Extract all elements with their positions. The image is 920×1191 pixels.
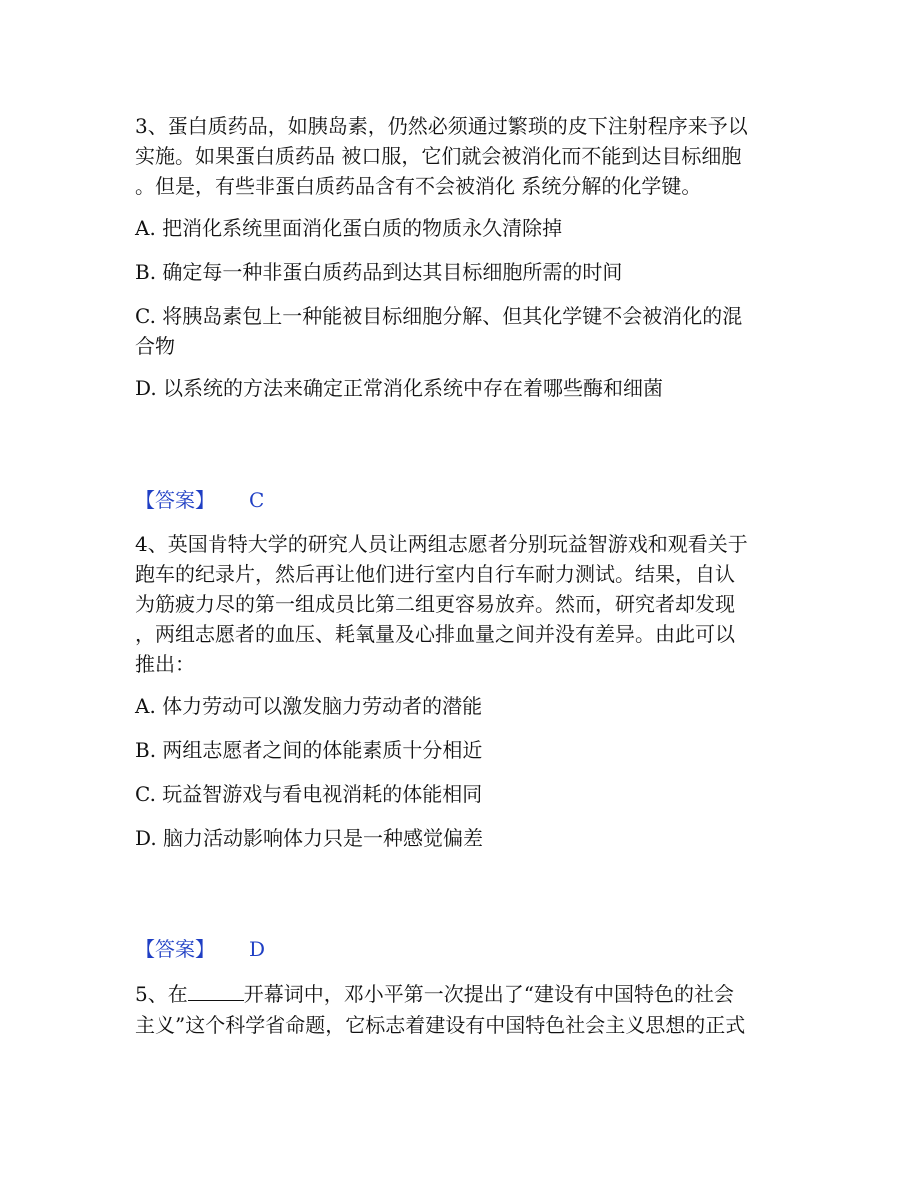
q4-option-b: B. 两组志愿者之间的体能素质十分相近 — [135, 738, 483, 762]
q4-answer-value: D — [249, 937, 266, 961]
q3-option-c-line-1: C. 将胰岛素包上一种能被目标细胞分解、但其化学键不会被消化的混 — [135, 304, 743, 328]
q4-answer-label: 【答案】 — [135, 937, 215, 961]
q3-option-d: D. 以系统的方法来确定正常消化系统中存在着哪些酶和细菌 — [135, 376, 664, 400]
q4-stem-line-2: 跑车的纪录片，然后再让他们进行室内自行车耐力测试。结果，自认 — [135, 562, 735, 586]
q5-suffix: 开幕词中，邓小平第一次提出了“建设有中国特色的社会 — [243, 982, 734, 1006]
q5-stem-line-1 — [135, 980, 734, 1008]
q4-option-d: D. 脑力活动影响体力只是一种感觉偏差 — [135, 826, 484, 850]
q3-option-a: A. 把消化系统里面消化蛋白质的物质永久清除掉 — [135, 216, 563, 240]
q4-option-a: A. 体力劳动可以激发脑力劳动者的潜能 — [135, 694, 483, 718]
q3-option-c-line-2: 合物 — [135, 334, 175, 358]
q5-prefix: 5、在 — [135, 982, 188, 1006]
q5-blank — [188, 980, 244, 1001]
q4-stem-line-5: 推出： — [135, 652, 195, 676]
q3-stem-line-1: 3、蛋白质药品，如胰岛素，仍然必须通过繁琐的皮下注射程序来予以 — [135, 114, 748, 138]
q3-stem-line-3: 。但是，有些非蛋白质药品含有不会被消化 系统分解的化学键。 — [135, 174, 702, 198]
q3-stem-line-2: 实施。如果蛋白质药品 被口服，它们就会被消化而不能到达目标细胞 — [135, 144, 742, 168]
q5-stem-line-2: 主义”这个科学省命题，它标志着建设有中国特色社会主义思想的正式 — [135, 1013, 746, 1037]
q4-stem-line-1: 4、英国肯特大学的研究人员让两组志愿者分别玩益智游戏和观看关于 — [135, 532, 748, 556]
q3-answer-value: C — [249, 488, 265, 512]
q4-option-c: C. 玩益智游戏与看电视消耗的体能相同 — [135, 782, 483, 806]
q4-stem-line-3: 为筋疲力尽的第一组成员比第二组更容易放弃。然而，研究者却发现 — [135, 592, 735, 616]
q3-answer-label: 【答案】 — [135, 488, 215, 512]
q3-option-b: B. 确定每一种非蛋白质药品到达其目标细胞所需的时间 — [135, 260, 623, 284]
q4-stem-line-4: ，两组志愿者的血压、耗氧量及心排血量之间并没有差异。由此可以 — [135, 622, 735, 646]
